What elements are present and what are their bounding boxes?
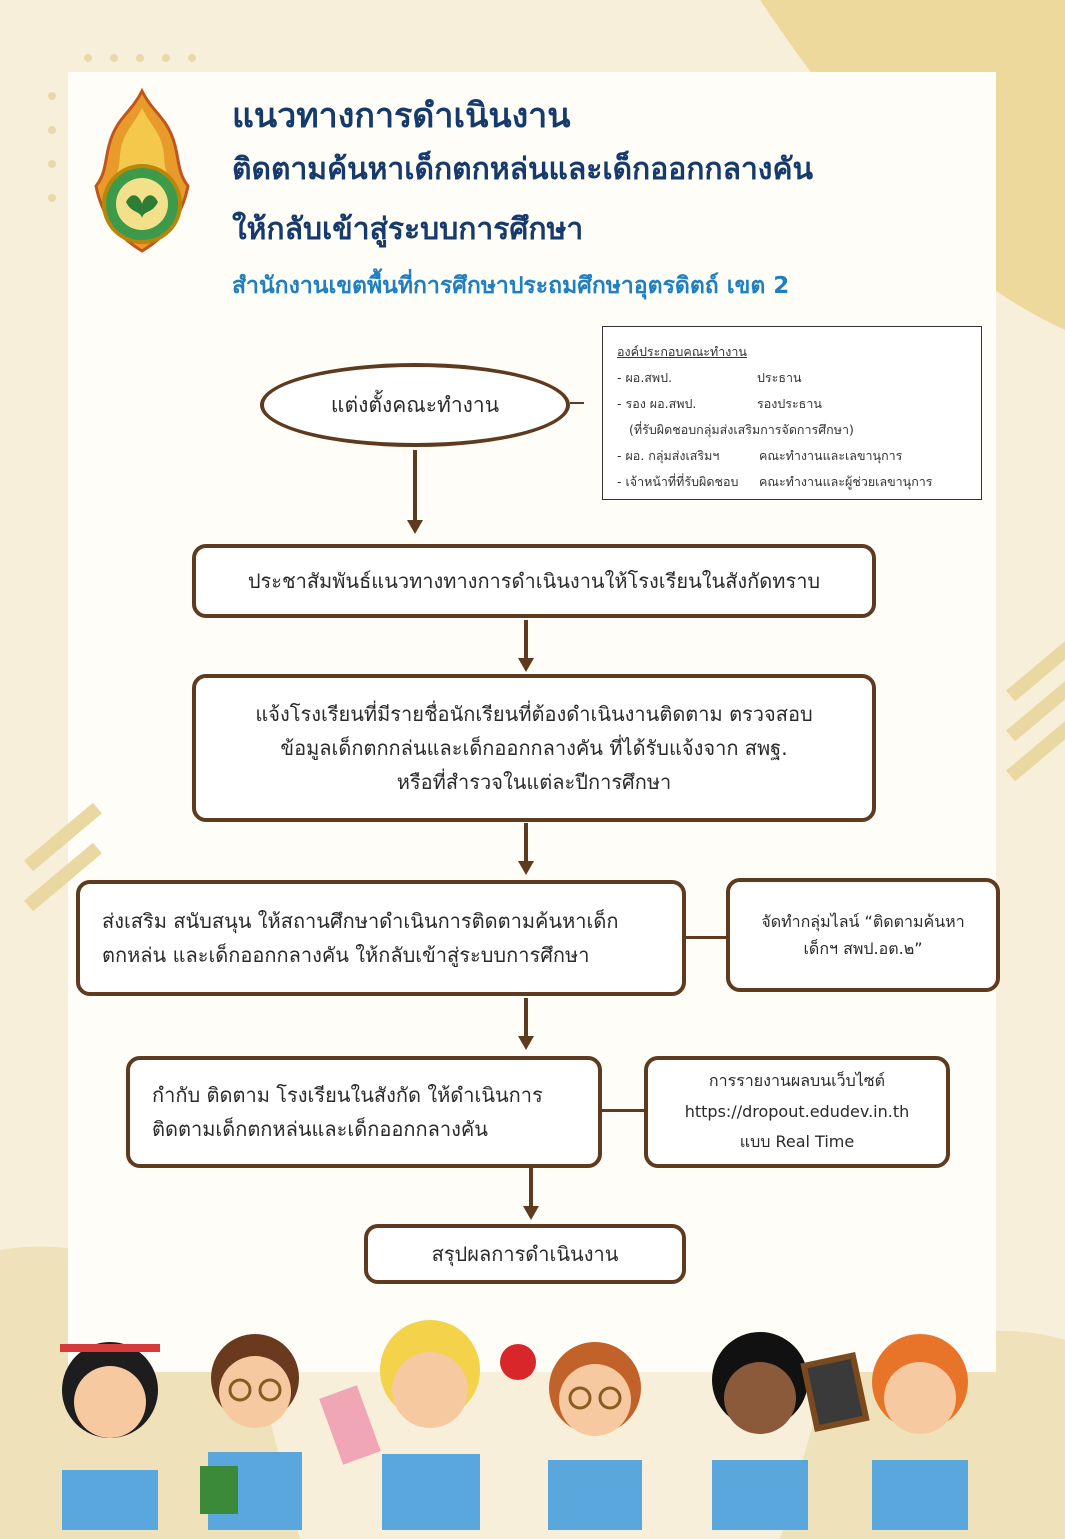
committee-heading: องค์ประกอบคณะทำงาน xyxy=(617,344,747,359)
decor-dot xyxy=(48,160,56,168)
flow-step-label: ส่งเสริม สนับสนุน ให้สถานศึกษาดำเนินการติดตามค้นหาเด็ก xyxy=(102,909,619,933)
decor-dot xyxy=(188,54,196,62)
page-title: แนวทางการดำเนินงาน xyxy=(232,96,571,136)
flow-step-label: ติดตามเด็กตกหล่นและเด็กออกกลางคัน xyxy=(152,1117,488,1141)
flow-arrow xyxy=(516,823,536,883)
committee-composition-box xyxy=(602,326,982,500)
committee-position-note: (ที่รับผิดชอบกลุ่มส่งเสริมการจัดการศึกษา) xyxy=(629,422,854,437)
flow-step-label: กำกับ ติดตาม โรงเรียนในสังกัด ให้ดำเนินการ xyxy=(152,1083,543,1107)
committee-position: รองประธาน xyxy=(757,396,822,411)
flow-step-label: แต่งตั้งคณะทำงาน xyxy=(330,392,500,417)
page-title-line3: ให้กลับเข้าสู่ระบบการศึกษา xyxy=(232,212,584,247)
decor-dot xyxy=(48,92,56,100)
flow-step-monitor-schools xyxy=(126,1056,602,1168)
decor-dot xyxy=(48,126,56,134)
committee-row xyxy=(617,443,981,469)
committee-role: - รอง ผอ.สพป. xyxy=(617,396,697,411)
committee-position: คณะทำงานและเลขานุการ xyxy=(759,448,903,463)
committee-position: ประธาน xyxy=(757,370,802,385)
flow-side-website-report xyxy=(644,1056,950,1168)
decor-dot xyxy=(110,54,118,62)
page-title-line2: ติดตามค้นหาเด็กตกหล่นและเด็กออกกลางคัน xyxy=(232,152,814,187)
flow-side-line-group xyxy=(726,878,1000,992)
decor-dot xyxy=(136,54,144,62)
flow-step-label: สรุปผลการดำเนินงาน xyxy=(431,1242,619,1266)
organization-subtitle: สำนักงานเขตพื้นที่การศึกษาประถมศึกษาอุตรดิตถ์ เขต 2 xyxy=(232,273,790,299)
flow-arrow xyxy=(405,450,425,540)
side-note-label: จัดทำกลุ่มไลน์ “ติดตามค้นหา xyxy=(761,911,965,931)
flow-step-summary xyxy=(364,1224,686,1284)
flow-step-publicize xyxy=(192,544,876,618)
flow-step-label: ประชาสัมพันธ์แนวทางทางการดำเนินงานให้โรงเรียนในสังกัดทราบ xyxy=(247,569,821,593)
children-illustration xyxy=(40,1320,1040,1530)
website-link[interactable]: https://dropout.edudev.in.th xyxy=(684,1101,910,1121)
committee-row xyxy=(617,469,981,495)
flow-step-label: ตกหล่น และเด็กออกกลางคัน ให้กลับเข้าสู่ระบบการศึกษา xyxy=(102,943,590,967)
side-note-label: แบบ Real Time xyxy=(739,1132,855,1152)
decor-dot xyxy=(162,54,170,62)
flow-arrow xyxy=(516,998,536,1058)
emblem-logo xyxy=(92,86,192,256)
committee-position: คณะทำงานและผู้ช่วยเลขานุการ xyxy=(759,474,933,489)
connector-line xyxy=(686,936,726,939)
connector-line xyxy=(602,1109,644,1112)
committee-row xyxy=(617,391,981,417)
side-note-label: เด็กฯ สพป.อต.๒” xyxy=(803,939,923,958)
committee-row xyxy=(617,417,981,443)
flow-step-appoint-committee xyxy=(260,363,570,447)
committee-role: - เจ้าหน้าที่ที่รับผิดชอบ xyxy=(617,474,739,489)
decor-dot xyxy=(84,54,92,62)
flow-step-notify-schools xyxy=(192,674,876,822)
flow-step-support-schools xyxy=(76,880,686,996)
committee-role: - ผอ.สพป. xyxy=(617,370,673,385)
flow-step-label: หรือที่สำรวจในแต่ละปีการศึกษา xyxy=(396,770,672,794)
decor-dot xyxy=(48,194,56,202)
committee-row xyxy=(617,365,981,391)
flow-step-label: แจ้งโรงเรียนที่มีรายชื่อนักเรียนที่ต้องดำเนินงานติดตาม ตรวจสอบ xyxy=(255,702,813,726)
flow-arrow xyxy=(516,620,536,680)
side-note-label: การรายงานผลบนเว็บไซต์ xyxy=(708,1071,886,1091)
connector-line xyxy=(570,402,584,404)
flow-arrow xyxy=(521,1168,541,1228)
flow-step-label: ข้อมูลเด็กตกกล่นและเด็กออกกลางคัน ที่ได้รับแจ้งจาก สพฐ. xyxy=(280,736,788,760)
committee-role: - ผอ. กลุ่มส่งเสริมฯ xyxy=(617,448,720,463)
